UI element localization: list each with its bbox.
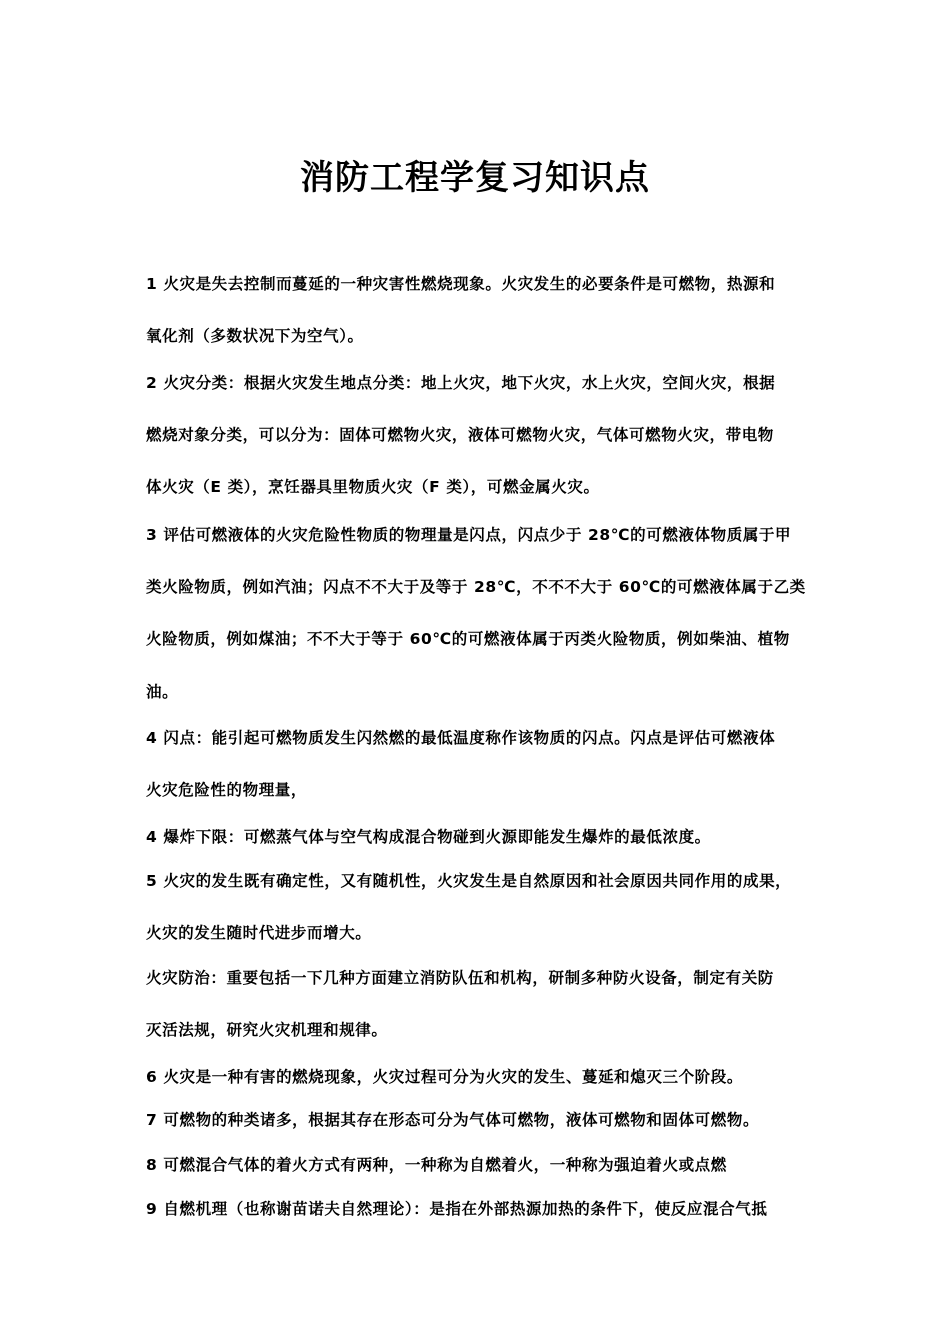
text-line: 火灾的发生随时代进步而增大。 <box>146 924 372 942</box>
text-line: 火灾危险性的物理量， <box>146 781 308 799</box>
text-line: 9 自燃机理（也称谢苗诺夫自然理论）：是指在外部热源加热的条件下，使反应混合气抵 <box>146 1200 768 1218</box>
text-line: 4 闪点：能引起可燃物质发生闪然燃的最低温度称作该物质的闪点。闪点是评估可燃液体 <box>146 729 776 747</box>
text-line: 2 火灾分类：根据火灾发生地点分类：地上火灾，地下火灾，水上火灾，空间火灾，根据 <box>146 374 776 392</box>
text-line: 火险物质，例如煤油；不不大于等于 60℃的可燃液体属于丙类火险物质，例如柴油、植物 <box>146 630 790 648</box>
text-line: 火灾防治：重要包括一下几种方面建立消防队伍和机构，研制多种防火设备，制定有关防 <box>146 969 774 987</box>
text-line: 4 爆炸下限：可燃蒸气体与空气构成混合物碰到火源即能发生爆炸的最低浓度。 <box>146 828 711 846</box>
text-line: 类火险物质，例如汽油；闪点不不大于及等于 28℃，不不不大于 60℃的可燃液体属于乙类 <box>146 578 806 596</box>
text-line: 灭活法规，研究火灾机理和规律。 <box>146 1021 388 1039</box>
text-line: 氧化剂（多数状况下为空气）。 <box>146 327 364 345</box>
text-line: 燃烧对象分类，可以分为：固体可燃物火灾，液体可燃物火灾，气体可燃物火灾，带电物 <box>146 426 774 444</box>
text-line: 3 评估可燃液体的火灾危险性物质的物理量是闪点，闪点少于 28℃的可燃液体物质属于甲 <box>146 526 792 544</box>
text-line: 6 火灾是一种有害的燃烧现象，火灾过程可分为火灾的发生、蔓延和熄灭三个阶段。 <box>146 1068 743 1086</box>
text-line: 1 火灾是失去控制而蔓延的一种灾害性燃烧现象。火灾发生的必要条件是可燃物，热源和 <box>146 275 776 293</box>
text-line: 体火灾（E 类），烹饪器具里物质火灾（F 类），可燃金属火灾。 <box>146 478 600 496</box>
text-line: 5 火灾的发生既有确定性，又有随机性，火灾发生是自然原因和社会原因共同作用的成果， <box>146 872 792 890</box>
text-line: 7 可燃物的种类诸多，根据其存在形态可分为气体可燃物，液体可燃物和固体可燃物。 <box>146 1111 760 1129</box>
text-line: 油。 <box>146 683 179 701</box>
page-title: 消防工程学复习知识点 <box>300 158 650 198</box>
text-line: 8 可燃混合气体的着火方式有两种，一种称为自燃着火，一种称为强迫着火或点燃 <box>146 1156 727 1174</box>
